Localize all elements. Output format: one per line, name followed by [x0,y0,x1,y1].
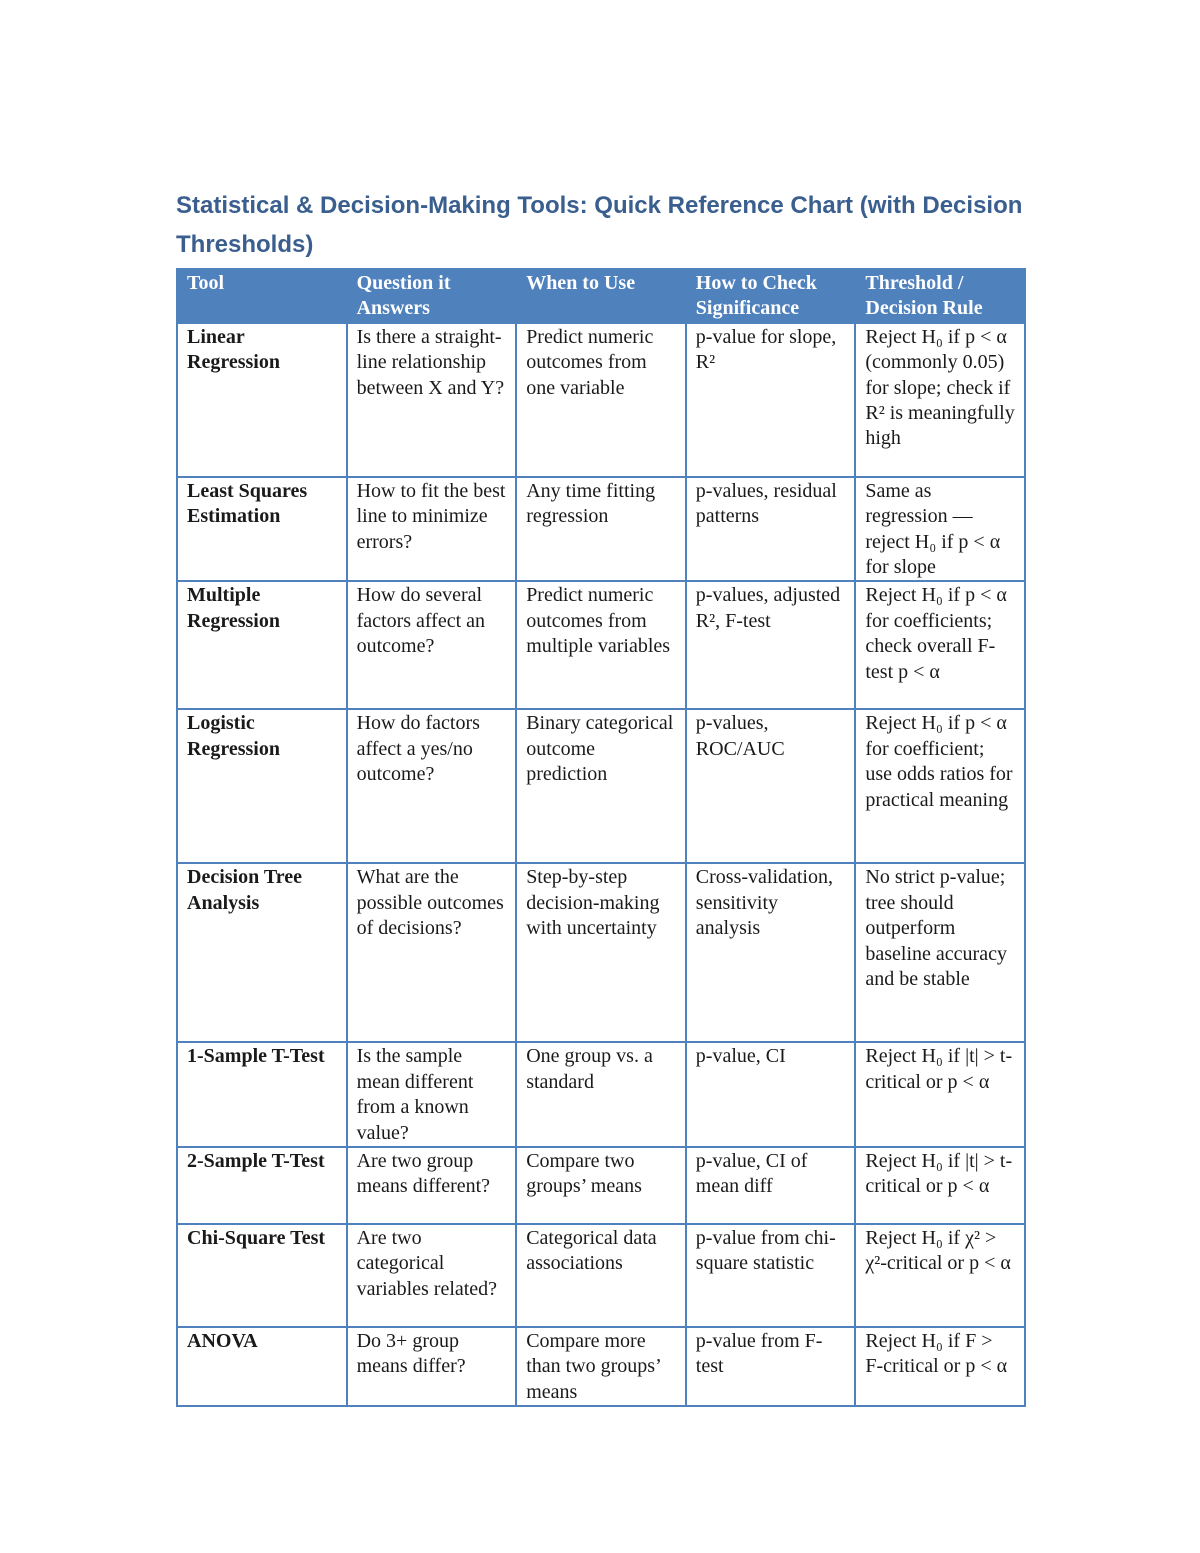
cell-question: How do factors affect a yes/no outcome? [347,709,517,863]
cell-when: Predict numeric outcomes from multiple variables [516,581,686,709]
cell-significance: p-values, residual patterns [686,477,856,582]
header-question: Question it Answers [347,269,517,323]
cell-when: Compare two groups’ means [516,1147,686,1224]
cell-threshold: Reject H₀ if |t| > t-critical or p < α [855,1147,1025,1224]
cell-question: Are two group means different? [347,1147,517,1224]
table-row [177,1327,1025,1406]
table-row [177,1147,1025,1224]
cell-significance: p-value from chi-square statistic [686,1224,856,1327]
document-page [176,186,1024,1407]
table-row [177,863,1025,1042]
table-header [177,269,1025,323]
cell-question: Do 3+ group means differ? [347,1327,517,1406]
cell-tool: Multiple Regression [177,581,347,709]
cell-tool: Decision Tree Analysis [177,863,347,1042]
cell-threshold: Reject H₀ if χ² > χ²-critical or p < α [855,1224,1025,1327]
table-row [177,581,1025,709]
table-row [177,323,1025,477]
cell-when: One group vs. a standard [516,1042,686,1147]
cell-significance: p-values, ROC/AUC [686,709,856,863]
header-tool: Tool [177,269,347,323]
cell-significance: Cross-validation, sensitivity analysis [686,863,856,1042]
cell-tool: ANOVA [177,1327,347,1406]
reference-table [176,268,1026,1407]
cell-when: Predict numeric outcomes from one variable [516,323,686,477]
cell-threshold: No strict p-value; tree should outperform baseline accuracy and be stable [855,863,1025,1042]
cell-when: Categorical data associations [516,1224,686,1327]
cell-threshold: Reject H₀ if p < α for coefficient; use odds ratios for practical meaning [855,709,1025,863]
cell-question: Is the sample mean different from a known value? [347,1042,517,1147]
cell-significance: p-value for slope, R² [686,323,856,477]
cell-significance: p-value, CI [686,1042,856,1147]
cell-tool: Least Squares Estimation [177,477,347,582]
cell-threshold: Same as regression — reject H₀ if p < α for slope [855,477,1025,582]
cell-tool: 2-Sample T-Test [177,1147,347,1224]
cell-when: Any time fitting regression [516,477,686,582]
cell-tool: 1-Sample T-Test [177,1042,347,1147]
cell-question: How to fit the best line to minimize errors? [347,477,517,582]
header-when: When to Use [516,269,686,323]
cell-when: Binary categorical outcome prediction [516,709,686,863]
cell-threshold: Reject H₀ if p < α (commonly 0.05) for slope; check if R² is meaningfully high [855,323,1025,477]
table-row [177,1042,1025,1147]
header-row [177,269,1025,323]
cell-question: Is there a straight-line relationship between X and Y? [347,323,517,477]
cell-question: How do several factors affect an outcome? [347,581,517,709]
header-significance: How to Check Significance [686,269,856,323]
header-threshold: Threshold / Decision Rule [855,269,1025,323]
cell-tool: Linear Regression [177,323,347,477]
cell-tool: Logistic Regression [177,709,347,863]
cell-significance: p-value, CI of mean diff [686,1147,856,1224]
table-row [177,477,1025,582]
table-row [177,1224,1025,1327]
cell-threshold: Reject H₀ if |t| > t-critical or p < α [855,1042,1025,1147]
table-row [177,709,1025,863]
cell-significance: p-values, adjusted R², F-test [686,581,856,709]
cell-threshold: Reject H₀ if F > F-critical or p < α [855,1327,1025,1406]
cell-significance: p-value from F-test [686,1327,856,1406]
cell-question: Are two categorical variables related? [347,1224,517,1327]
document-title: Statistical & Decision-Making Tools: Quick Reference Chart (with Decision Thresholds) [176,192,1023,258]
cell-threshold: Reject H₀ if p < α for coefficients; check overall F-test p < α [855,581,1025,709]
table-body [177,323,1025,1406]
cell-when: Compare more than two groups’ means [516,1327,686,1406]
cell-question: What are the possible outcomes of decisions? [347,863,517,1042]
cell-when: Step-by-step decision-making with uncertainty [516,863,686,1042]
cell-tool: Chi-Square Test [177,1224,347,1327]
